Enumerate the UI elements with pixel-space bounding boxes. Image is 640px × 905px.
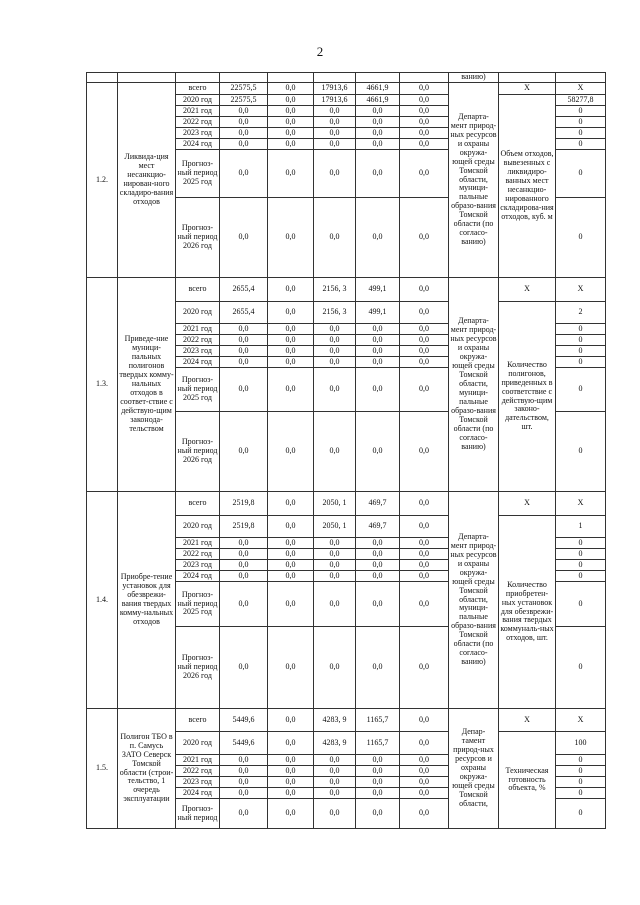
indicator-value: 58277,8 [556,95,606,106]
value-cell: 0,0 [400,128,449,139]
value-cell: 0,0 [268,150,314,198]
value-cell: 0,0 [314,128,356,139]
period-cell: 2020 год [176,732,220,755]
value-cell: 0,0 [400,150,449,198]
value-cell: 0,0 [400,368,449,412]
total-value: 0,0 [220,571,268,582]
value-cell: 0,0 [268,571,314,582]
indicator-value: 0 [556,766,606,777]
value-cell: 2050, 1 [314,492,356,516]
value-cell: 0,0 [268,538,314,549]
indicator-value: 0 [556,627,606,709]
value-cell: 0,0 [268,128,314,139]
continuation-text: ванию) [449,73,499,83]
indicator-value: Х [556,492,606,516]
value-cell: 0,0 [400,139,449,150]
value-cell: 0,0 [268,368,314,412]
value-cell: 0,0 [314,777,356,788]
value-cell: 0,0 [356,150,400,198]
value-cell: 1165,7 [356,709,400,732]
period-cell: 2023 год [176,560,220,571]
item-name: Приведе-ние муници-пальных полигонов твердых комму-нальных отходов в соответ-ствие с действую-щим законода-тельством [118,278,176,492]
total-value: 0,0 [220,106,268,117]
value-cell: 0,0 [314,198,356,278]
value-cell: 0,0 [268,732,314,755]
value-cell: 0,0 [400,324,449,335]
total-value: 0,0 [220,627,268,709]
value-cell: 0,0 [356,538,400,549]
value-cell: 0,0 [268,582,314,627]
value-cell: 0,0 [314,582,356,627]
value-cell: 0,0 [314,788,356,799]
value-cell: 0,0 [400,198,449,278]
total-value: 5449,6 [220,709,268,732]
value-cell: 0,0 [268,766,314,777]
item-number: 1.4. [87,492,118,709]
value-cell: 0,0 [356,560,400,571]
total-value: 0,0 [220,346,268,357]
value-cell: 0,0 [268,95,314,106]
value-cell: 0,0 [400,627,449,709]
indicator-value: 0 [556,346,606,357]
indicator-value: 0 [556,571,606,582]
value-cell: 0,0 [268,755,314,766]
value-cell: 0,0 [400,709,449,732]
value-cell: 0,0 [400,492,449,516]
indicator-value: Х [556,278,606,302]
period-cell: Прогноз-ный период 2026 год [176,412,220,492]
total-value: 2519,8 [220,492,268,516]
total-value: 0,0 [220,128,268,139]
value-cell: 0,0 [400,106,449,117]
total-value: 0,0 [220,560,268,571]
indicator-value: 0 [556,150,606,198]
value-cell: 0,0 [314,412,356,492]
value-cell: 4283, 9 [314,732,356,755]
indicator-value: 0 [556,538,606,549]
period-cell: Прогноз-ный период 2025 год [176,368,220,412]
value-cell: 0,0 [314,627,356,709]
value-cell: 0,0 [314,346,356,357]
value-cell: 0,0 [314,549,356,560]
total-value: 2655,4 [220,302,268,324]
indicator-value: Х [556,709,606,732]
value-cell: 0,0 [400,766,449,777]
value-cell: 4283, 9 [314,709,356,732]
value-cell: 0,0 [314,755,356,766]
value-cell: 0,0 [268,412,314,492]
indicator-value: 1 [556,516,606,538]
value-cell: 0,0 [356,335,400,346]
value-cell: 0,0 [356,627,400,709]
value-cell: 0,0 [400,549,449,560]
total-value: 5449,6 [220,732,268,755]
period-cell: 2022 год [176,766,220,777]
indicator-name: Количество приобретен-ных установок для обезврежи-вания твердых коммуналь-ных отходов, шт. [499,516,556,709]
value-cell: 0,0 [400,95,449,106]
total-value: 0,0 [220,139,268,150]
indicator-value: Х [556,83,606,95]
item-number: 1.2. [87,83,118,278]
value-cell: 0,0 [400,777,449,788]
indicator-value: 0 [556,412,606,492]
period-cell: 2024 год [176,571,220,582]
period-cell: 2023 год [176,777,220,788]
value-cell: 0,0 [268,627,314,709]
indicator-value: 0 [556,777,606,788]
value-cell: 0,0 [400,278,449,302]
value-cell: 0,0 [356,357,400,368]
period-cell: 2023 год [176,346,220,357]
value-cell: 0,0 [400,732,449,755]
responsible-department: Депар-тамент природ-ных ресурсов и охраны окружа-ющей среды Томской области, [449,709,499,829]
value-cell: 2156, 3 [314,302,356,324]
total-value: 0,0 [220,549,268,560]
value-cell: 0,0 [314,799,356,829]
table-row [87,83,606,95]
responsible-department: Департа-мент природ-ных ресурсов и охраны окружа-ющей среды Томской области, муници-пальные образо-вания Томской области (по согласо-ванию) [449,83,499,278]
value-cell: 17913,6 [314,95,356,106]
value-cell: 0,0 [268,709,314,732]
responsible-department: Департа-мент природ-ных ресурсов и охраны окружа-ющей среды Томской области, муници-пальные образо-вания Томской области (по согласо-ванию) [449,278,499,492]
value-cell: 0,0 [314,766,356,777]
item-name: Полигон ТБО в п. Самусь ЗАТО Северск Томской области (строи-тельство, 1 очередь эксплуатации [118,709,176,829]
value-cell: 0,0 [356,777,400,788]
value-cell: 0,0 [314,357,356,368]
indicator-value: 0 [556,560,606,571]
indicator-value: 0 [556,799,606,829]
period-cell: 2021 год [176,538,220,549]
total-value: 0,0 [220,198,268,278]
period-cell: Прогноз-ный период 2026 год [176,198,220,278]
value-cell: 0,0 [268,302,314,324]
value-cell: 0,0 [400,755,449,766]
item-name: Приобре-тение установок для обезврежи-вания твердых комму-нальных отходов [118,492,176,709]
indicator-value: 0 [556,324,606,335]
value-cell: 0,0 [268,560,314,571]
total-value: 0,0 [220,799,268,829]
responsible-department: Департа-мент природ-ных ресурсов и охраны окружа-ющей среды Томской области, муници-пальные образо-вания Томской области (по согласо-ванию) [449,492,499,709]
value-cell: 0,0 [268,777,314,788]
period-cell: Прогноз-ный период [176,799,220,829]
table-row [87,709,606,732]
value-cell: 499,1 [356,278,400,302]
indicator-value: 0 [556,788,606,799]
value-cell: 0,0 [268,106,314,117]
value-cell: 0,0 [400,83,449,95]
value-cell: 0,0 [268,549,314,560]
value-cell: 0,0 [268,198,314,278]
value-cell: 2156, 3 [314,278,356,302]
total-value: 22575,5 [220,95,268,106]
period-cell: 2024 год [176,139,220,150]
value-cell: 0,0 [268,139,314,150]
program-table [86,72,606,829]
period-cell: всего [176,709,220,732]
value-cell: 0,0 [400,538,449,549]
total-value: 0,0 [220,357,268,368]
indicator-name: Техническая готовность объекта, % [499,732,556,829]
period-cell: 2020 год [176,302,220,324]
value-cell: 0,0 [268,335,314,346]
table-row [87,492,606,516]
indicator-name: Объем отходов, вывезенных с ликвидиро-ванных мест несанкцио-нированного складирова-ния отходов, куб. м [499,95,556,278]
value-cell: 0,0 [400,357,449,368]
value-cell: 0,0 [400,335,449,346]
value-cell: 0,0 [268,83,314,95]
indicator-value: 0 [556,582,606,627]
total-value: 0,0 [220,150,268,198]
value-cell: 0,0 [356,549,400,560]
value-cell: 0,0 [268,492,314,516]
period-cell: 2020 год [176,516,220,538]
value-cell: 0,0 [268,357,314,368]
total-value: 0,0 [220,582,268,627]
indicator-value: 0 [556,357,606,368]
value-cell: 0,0 [356,346,400,357]
value-cell: 4661,9 [356,95,400,106]
value-cell: 499,1 [356,302,400,324]
indicator-value: 0 [556,755,606,766]
value-cell: 0,0 [314,571,356,582]
value-cell: 0,0 [268,346,314,357]
value-cell: 0,0 [356,766,400,777]
indicator-value: 0 [556,128,606,139]
value-cell: 469,7 [356,516,400,538]
total-value: 0,0 [220,412,268,492]
value-cell: 0,0 [356,755,400,766]
item-name: Ликвида-ция мест несанкцио-нирован-ного складиро-вания отходов [118,83,176,278]
indicator-value: 0 [556,368,606,412]
value-cell: 0,0 [314,106,356,117]
period-cell: 2020 год [176,95,220,106]
indicator-mark: Х [499,278,556,302]
value-cell: 0,0 [400,571,449,582]
indicator-value: 0 [556,549,606,560]
period-cell: 2024 год [176,788,220,799]
value-cell: 0,0 [400,788,449,799]
period-cell: 2023 год [176,128,220,139]
value-cell: 0,0 [400,516,449,538]
total-value: 0,0 [220,335,268,346]
value-cell: 0,0 [356,788,400,799]
value-cell: 0,0 [314,117,356,128]
total-value: 2655,4 [220,278,268,302]
indicator-value: 0 [556,335,606,346]
value-cell: 17913,6 [314,83,356,95]
period-cell: 2022 год [176,549,220,560]
value-cell: 0,0 [400,560,449,571]
value-cell: 0,0 [314,150,356,198]
value-cell: 0,0 [400,117,449,128]
total-value: 0,0 [220,538,268,549]
total-value: 22575,5 [220,83,268,95]
value-cell: 0,0 [314,538,356,549]
total-value: 2519,8 [220,516,268,538]
value-cell: 1165,7 [356,732,400,755]
total-value: 0,0 [220,777,268,788]
indicator-mark: Х [499,492,556,516]
value-cell: 0,0 [356,582,400,627]
page-number: 2 [316,44,324,59]
period-cell: 2021 год [176,324,220,335]
value-cell: 0,0 [356,571,400,582]
value-cell: 0,0 [268,799,314,829]
period-cell: всего [176,278,220,302]
indicator-mark: Х [499,709,556,732]
total-value: 0,0 [220,324,268,335]
indicator-value: 0 [556,117,606,128]
period-cell: всего [176,83,220,95]
value-cell: 0,0 [356,368,400,412]
value-cell: 0,0 [400,302,449,324]
value-cell: 0,0 [268,516,314,538]
total-value: 0,0 [220,117,268,128]
total-value: 0,0 [220,766,268,777]
indicator-value: 2 [556,302,606,324]
period-cell: 2021 год [176,755,220,766]
indicator-value: 0 [556,139,606,150]
value-cell: 0,0 [356,139,400,150]
value-cell: 0,0 [314,368,356,412]
value-cell: 0,0 [356,117,400,128]
value-cell: 0,0 [268,324,314,335]
value-cell: 0,0 [268,278,314,302]
indicator-mark: Х [499,83,556,95]
value-cell: 0,0 [356,128,400,139]
value-cell: 0,0 [268,788,314,799]
value-cell: 0,0 [400,412,449,492]
value-cell: 469,7 [356,492,400,516]
period-cell: 2022 год [176,117,220,128]
period-cell: Прогноз-ный период 2025 год [176,582,220,627]
indicator-value: 100 [556,732,606,755]
value-cell: 0,0 [400,346,449,357]
value-cell: 0,0 [268,117,314,128]
indicator-name: Количество полигонов, приведенных в соответствие с действую-щим законо-дательством, шт. [499,302,556,492]
period-cell: 2021 год [176,106,220,117]
total-value: 0,0 [220,368,268,412]
period-cell: всего [176,492,220,516]
indicator-value: 0 [556,198,606,278]
value-cell: 2050, 1 [314,516,356,538]
table-row [87,278,606,302]
indicator-value: 0 [556,106,606,117]
value-cell: 0,0 [356,799,400,829]
value-cell: 0,0 [356,106,400,117]
value-cell: 0,0 [400,799,449,829]
item-number: 1.3. [87,278,118,492]
table-body [87,73,606,829]
total-value: 0,0 [220,788,268,799]
period-cell: 2024 год [176,357,220,368]
period-cell: Прогноз-ный период 2026 год [176,627,220,709]
value-cell: 0,0 [356,198,400,278]
total-value: 0,0 [220,755,268,766]
value-cell: 0,0 [314,335,356,346]
value-cell: 0,0 [356,324,400,335]
continuation-row [87,73,606,83]
value-cell: 0,0 [400,582,449,627]
item-number: 1.5. [87,709,118,829]
period-cell: 2022 год [176,335,220,346]
value-cell: 0,0 [356,412,400,492]
period-cell: Прогноз-ный период 2025 год [176,150,220,198]
value-cell: 4661,9 [356,83,400,95]
value-cell: 0,0 [314,324,356,335]
value-cell: 0,0 [314,139,356,150]
value-cell: 0,0 [314,560,356,571]
